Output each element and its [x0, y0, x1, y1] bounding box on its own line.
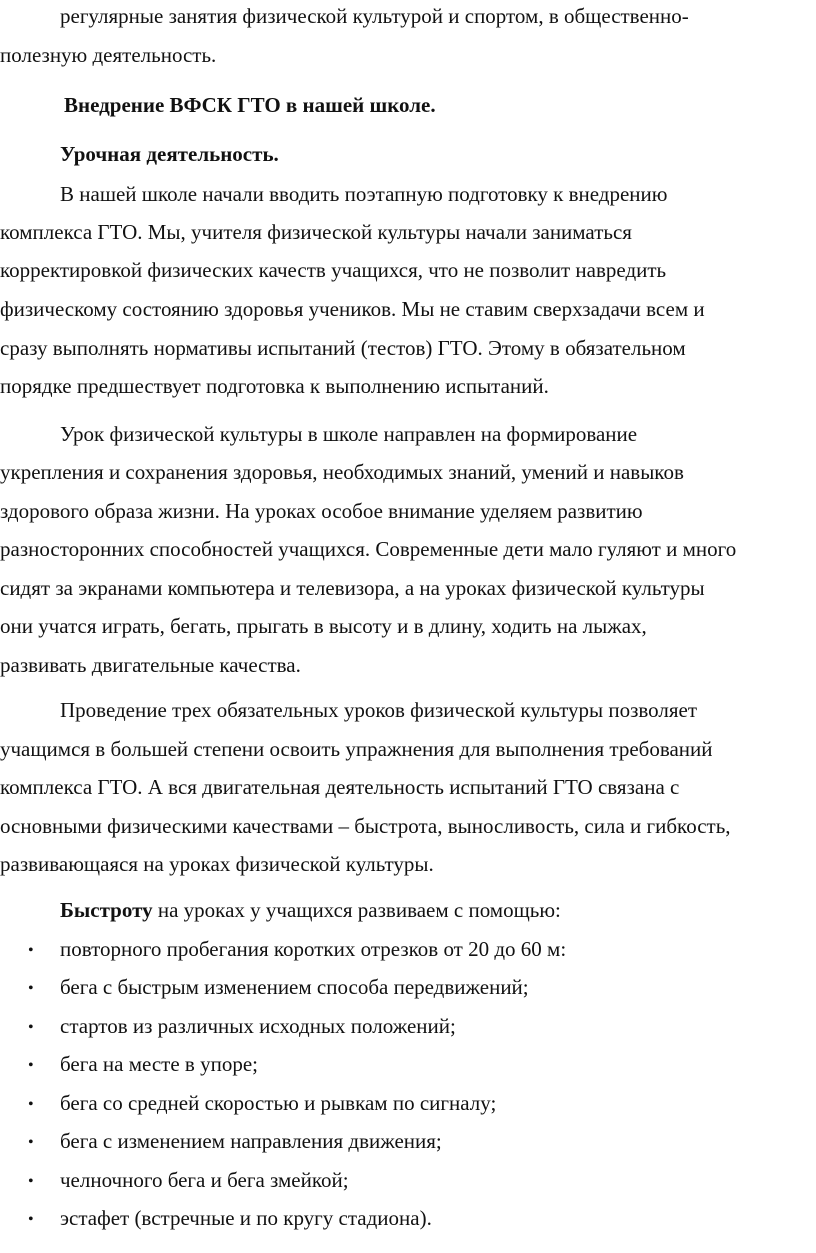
list-item-text: стартов из различных исходных положений; — [60, 1014, 456, 1038]
paragraph-3-line: развивающаяся на уроках физической культуры. — [0, 852, 434, 876]
paragraph-3-line: комплекса ГТО. А вся двигательная деятельность испытаний ГТО связана с — [0, 775, 680, 799]
paragraph-1-line: физическому состоянию здоровья учеников. Мы не ставим сверхзадачи всем и — [0, 297, 705, 321]
paragraph-3-line: Проведение трех обязательных уроков физической культуры позволяет — [60, 698, 698, 722]
bullet-marker: • — [28, 1096, 34, 1113]
paragraph-1-line: В нашей школе начали вводить поэтапную подготовку к внедрению — [60, 182, 668, 206]
paragraph-1-line: порядке предшествует подготовка к выполнению испытаний. — [0, 374, 549, 398]
bullet-marker: • — [28, 1134, 34, 1151]
speed-bold-word: Быстроту — [60, 898, 153, 922]
section-title: Внедрение ВФСК ГТО в нашей школе. — [64, 93, 436, 117]
list-item-text: челночного бега и бега змейкой; — [60, 1168, 349, 1192]
intro-line-1: регулярные занятия физической культурой и спортом, в общественно- — [60, 4, 689, 28]
list-item-text: бега со средней скоростью и рывкам по сигналу; — [60, 1091, 497, 1115]
paragraph-2-line: они учатся играть, бегать, прыгать в высоту и в длину, ходить на лыжах, — [0, 614, 647, 638]
bullet-marker: • — [28, 1057, 34, 1074]
list-item-text: эстафет (встречные и по кругу стадиона). — [60, 1206, 432, 1230]
list-item-text: повторного пробегания коротких отрезков от 20 до 60 м: — [60, 937, 567, 961]
paragraph-1-line: сразу выполнять нормативы испытаний (тестов) ГТО. Этому в обязательном — [0, 336, 686, 360]
paragraph-2-line: Урок физической культуры в школе направлен на формирование — [60, 422, 638, 446]
paragraph-1-line: корректировкой физических качеств учащихся, что не позволит навредить — [0, 258, 667, 282]
bullet-marker: • — [28, 1173, 34, 1190]
bullet-marker: • — [28, 1019, 34, 1036]
paragraph-1-line: комплекса ГТО. Мы, учителя физической культуры начали заниматься — [0, 220, 632, 244]
paragraph-2-line: разносторонних способностей учащихся. Современные дети мало гуляют и много — [0, 537, 737, 561]
paragraph-2-line: сидят за экранами компьютера и телевизора, а на уроках физической культуры — [0, 576, 705, 600]
list-item-text: бега с быстрым изменением способа передвижений; — [60, 975, 529, 999]
speed-intro — [60, 897, 561, 923]
paragraph-2-line: укрепления и сохранения здоровья, необходимых знаний, умений и навыков — [0, 460, 684, 484]
paragraph-2-line: здорового образа жизни. На уроках особое внимание уделяем развитию — [0, 499, 643, 523]
bullet-marker: • — [28, 980, 34, 997]
speed-intro-rest: на уроках у учащихся развиваем с помощью: — [152, 898, 561, 922]
paragraph-3-line: учащимся в большей степени освоить упражнения для выполнения требований — [0, 737, 713, 761]
list-item-text: бега на месте в упоре; — [60, 1052, 258, 1076]
bullet-marker: • — [28, 942, 34, 959]
bullet-marker: • — [28, 1211, 34, 1228]
intro-line-2: полезную деятельность. — [0, 43, 217, 67]
list-item-text: бега с изменением направления движения; — [60, 1129, 442, 1153]
subsection-title: Урочная деятельность. — [60, 142, 279, 166]
paragraph-2-line: развивать двигательные качества. — [0, 653, 301, 677]
paragraph-3-line: основными физическими качествами – быстрота, выносливость, сила и гибкость, — [0, 814, 731, 838]
